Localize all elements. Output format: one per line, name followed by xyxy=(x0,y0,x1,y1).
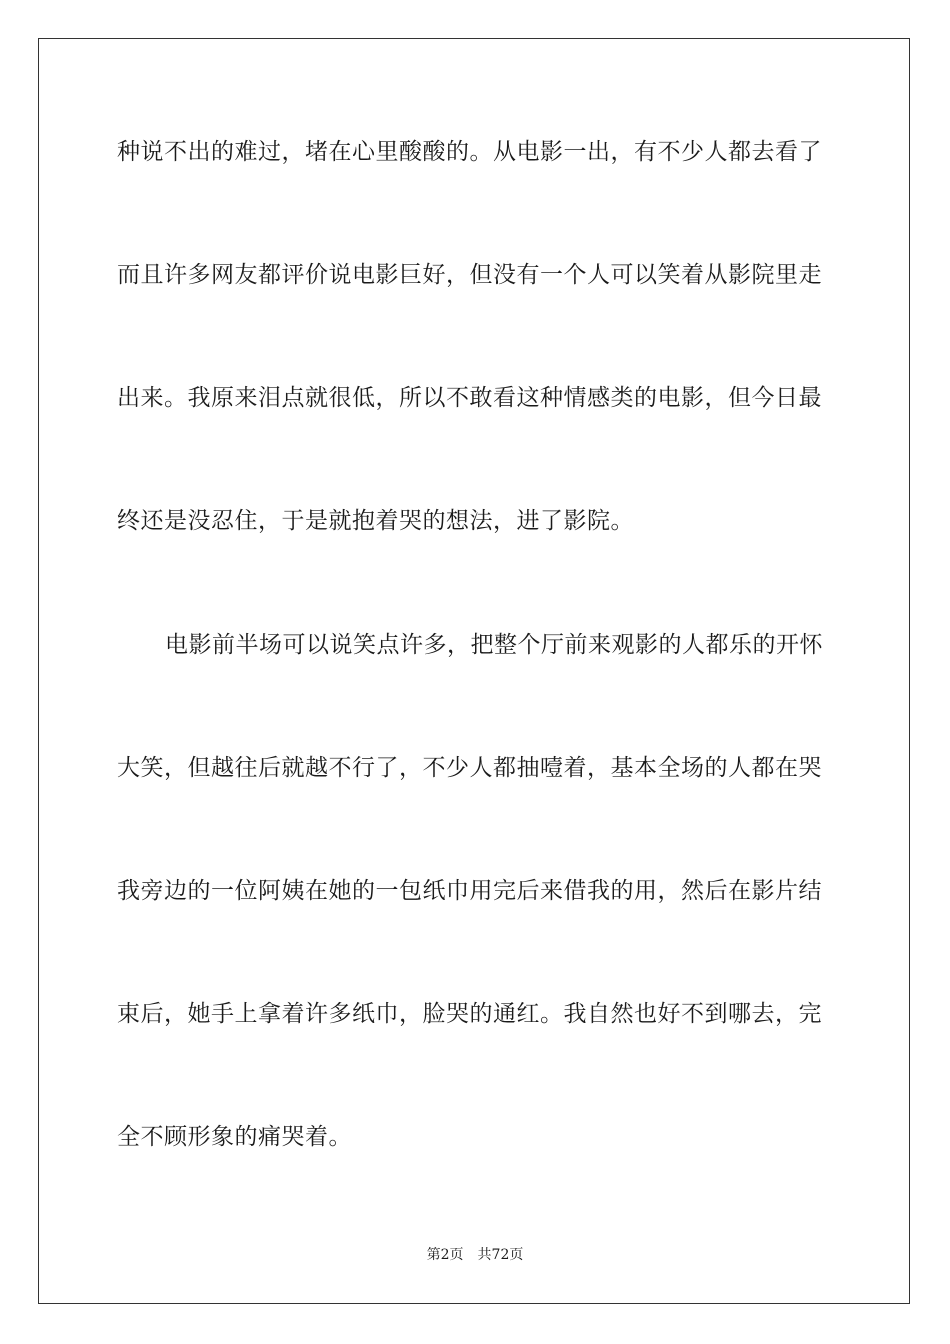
page-footer xyxy=(0,1246,950,1264)
paragraph-line: 全不顾形象的痛哭着。 xyxy=(117,1124,352,1150)
page-number: 第2页 xyxy=(426,1247,464,1263)
paragraph-line: 终还是没忍住，于是就抱着哭的想法，进了影院。 xyxy=(117,508,634,534)
paragraph-line: 大笑，但越往后就越不行了，不少人都抽噎着，基本全场的人都在哭 xyxy=(117,755,822,781)
paragraph-line: 束后，她手上拿着许多纸巾，脸哭的通红。我自然也好不到哪去，完 xyxy=(117,1001,822,1027)
paragraph-first-line: 电影前半场可以说笑点许多，把整个厅前来观影的人都乐的开怀 xyxy=(165,632,823,658)
paragraph-line: 出来。我原来泪点就很低，所以不敢看这种情感类的电影，但今日最 xyxy=(117,385,822,411)
paragraph-line: 我旁边的一位阿姨在她的一包纸巾用完后来借我的用，然后在影片结 xyxy=(117,878,822,904)
page-total: 共72页 xyxy=(477,1247,524,1263)
paragraph-line: 种说不出的难过，堵在心里酸酸的。从电影一出，有不少人都去看了 xyxy=(117,139,822,165)
paragraph-line: 而且许多网友都评价说电影巨好，但没有一个人可以笑着从影院里走 xyxy=(117,262,822,288)
page-border xyxy=(38,38,910,1304)
